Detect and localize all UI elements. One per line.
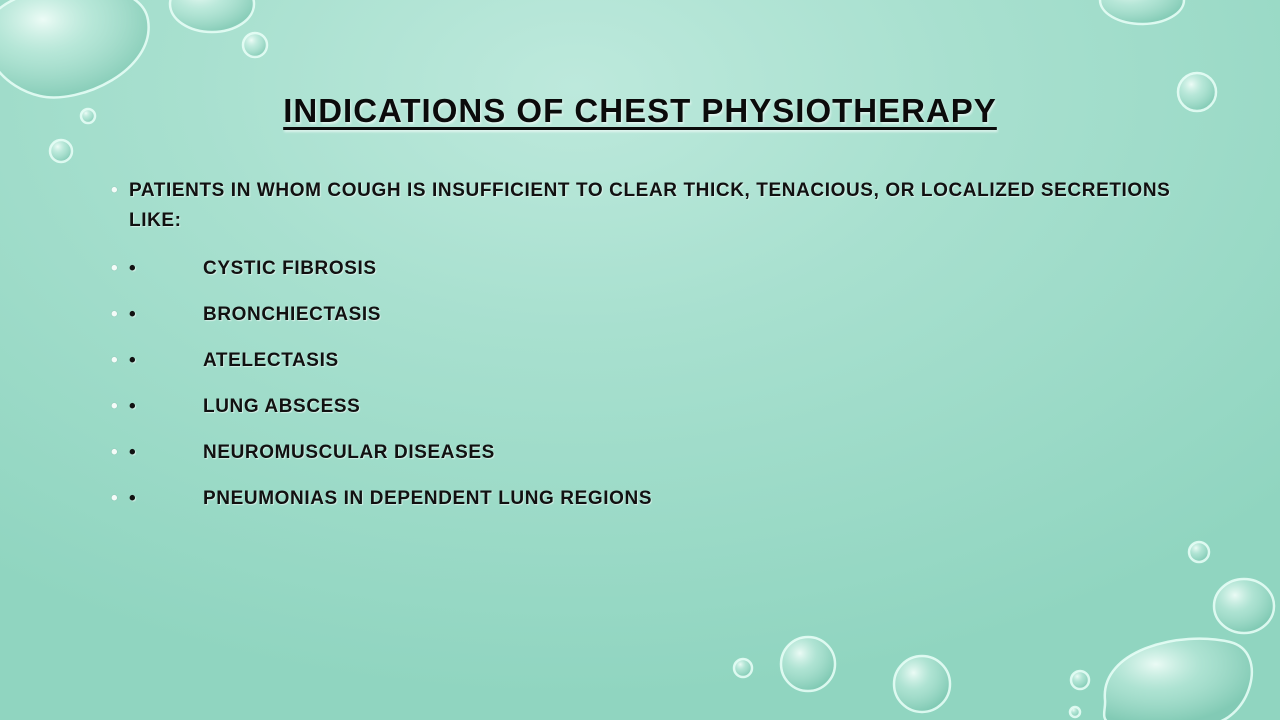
bullet: • (111, 350, 119, 371)
bullet: • (111, 396, 119, 417)
list-item-text: ATELECTASIS (203, 350, 339, 371)
inner-bullet: • (129, 258, 137, 279)
list-item-text: CYSTIC FIBROSIS (203, 258, 377, 279)
droplet-small (1071, 671, 1089, 689)
bullet: • (111, 304, 119, 325)
droplet-small (243, 33, 267, 57)
droplet-large-top-left (0, 0, 149, 97)
droplet-bottom (894, 656, 950, 712)
list-item (111, 392, 1171, 422)
bullet: • (111, 488, 119, 509)
droplet-right-edge (1214, 579, 1274, 633)
inner-bullet: • (129, 350, 137, 371)
slide-title: INDICATIONS OF CHEST PHYSIOTHERAPY (283, 92, 997, 129)
intro-bullet (111, 176, 1171, 236)
bullet: • (111, 180, 119, 201)
bullet: • (111, 258, 119, 279)
bullet: • (111, 442, 119, 463)
inner-bullet: • (129, 396, 137, 417)
droplet-large-bottom-right (1104, 639, 1252, 720)
intro-text: PATIENTS IN WHOM COUGH IS INSUFFICIENT TO CLEAR THICK, TENACIOUS, OR LOCALIZED SECRETIONS LIKE: (129, 180, 1171, 231)
inner-bullet: • (129, 442, 137, 463)
list-item (111, 300, 1171, 330)
slide-body (111, 176, 1171, 530)
list-item-text: LUNG ABSCESS (203, 396, 361, 417)
droplet-bottom (781, 637, 835, 691)
list-item (111, 254, 1171, 284)
inner-bullet: • (129, 488, 137, 509)
list-item (111, 438, 1171, 468)
list-item (111, 484, 1171, 514)
list-item-text: BRONCHIECTASIS (203, 304, 381, 325)
list-item-text: PNEUMONIAS IN DEPENDENT LUNG REGIONS (203, 488, 653, 509)
inner-bullet: • (129, 304, 137, 325)
list-item-text: NEUROMUSCULAR DISEASES (203, 442, 495, 463)
droplet-small (734, 659, 752, 677)
droplet-top (170, 0, 254, 32)
droplet-small (1189, 542, 1209, 562)
droplet-small (1070, 707, 1080, 717)
droplet-top-right (1100, 0, 1184, 24)
droplet-small (50, 140, 72, 162)
list-item (111, 346, 1171, 376)
